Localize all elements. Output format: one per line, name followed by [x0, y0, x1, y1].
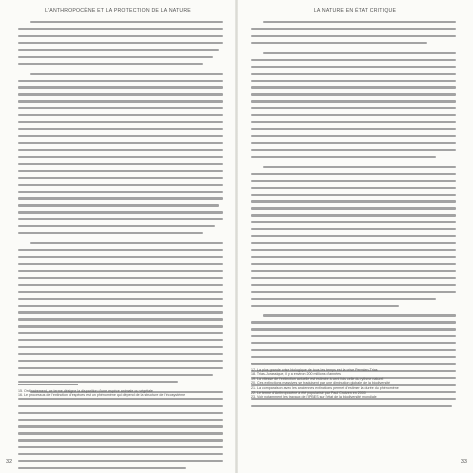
text-line [18, 86, 223, 88]
text-line [18, 311, 223, 313]
text-line [18, 100, 223, 102]
text-line [251, 107, 456, 109]
text-line [251, 298, 436, 300]
text-line [251, 80, 456, 82]
text-line [18, 163, 223, 165]
text-line [30, 21, 223, 23]
paragraph [18, 242, 223, 383]
text-line [251, 121, 456, 123]
text-line [18, 325, 223, 327]
text-line [18, 298, 223, 300]
footnote: 19. La vitesse de l'extinction actuelle est estimée à cent fois celle du rythme naturel [251, 376, 384, 381]
running-head: L'ANTHROPOCÈNE ET LA PROTECTION DE LA NATURE [45, 8, 191, 14]
text-line [18, 367, 223, 369]
footnote: 21. La comparaison avec les anciennes extinctions permet d'estimer la durée du phénomène [251, 385, 399, 390]
body-text [251, 21, 456, 412]
text-line [18, 80, 223, 82]
text-line [18, 177, 223, 179]
text-line [263, 166, 456, 168]
footnote-rule [18, 384, 78, 385]
text-line [18, 42, 223, 44]
text-line [30, 73, 223, 75]
text-line [18, 197, 223, 199]
text-line [18, 63, 203, 65]
text-line [251, 249, 456, 251]
text-line [18, 263, 223, 265]
text-line [18, 346, 223, 348]
text-line [251, 291, 456, 293]
text-line [18, 149, 223, 151]
right-page [237, 0, 473, 473]
text-line [263, 21, 456, 23]
text-line [18, 284, 223, 286]
footnote: 18. Trias-Jurassique, il y a environ 200 millions d'années [251, 372, 341, 377]
text-line [18, 291, 223, 293]
text-line [18, 446, 223, 448]
text-line [18, 412, 223, 414]
paragraph [251, 52, 456, 158]
footnote: 22. Le terme d'Anthropocène a été popularisé par Paul Crutzen en 2000 [251, 390, 366, 395]
text-line [18, 339, 223, 341]
footnote: 23. Voir notamment les travaux de l'IPBES sur l'état de la biodiversité mondiale [251, 395, 377, 400]
page-number: 33 [460, 459, 467, 465]
text-line [251, 114, 456, 116]
text-line [251, 128, 456, 130]
footnote: 17. La plus grande crise biologique de tous les temps est la crise Permien-Trias [251, 367, 378, 372]
footnote: 16. Le processus de l'extinction d'espèces est un phénomène qui dépend de la structure de l'écosystème [18, 393, 186, 398]
text-line [18, 170, 223, 172]
text-line [251, 263, 456, 265]
text-line [251, 35, 456, 37]
text-line [251, 93, 456, 95]
text-line [18, 419, 223, 421]
paragraph [251, 21, 456, 44]
text-line [18, 191, 223, 193]
text-line [251, 187, 456, 189]
text-line [18, 374, 213, 376]
text-line [251, 321, 456, 323]
text-line [251, 328, 456, 330]
paragraph [18, 73, 223, 235]
paragraph [251, 166, 456, 307]
text-line [251, 59, 456, 61]
text-line [251, 142, 456, 144]
text-line [251, 228, 456, 230]
text-line [251, 73, 456, 75]
text-line [251, 214, 456, 216]
text-line [251, 66, 456, 68]
left-page [0, 0, 236, 473]
body-text [18, 21, 223, 474]
text-line [18, 121, 223, 123]
text-line [18, 439, 223, 441]
text-line [18, 232, 203, 234]
text-line [251, 349, 456, 351]
text-line [263, 314, 456, 316]
text-line [18, 318, 223, 320]
footnotes [251, 359, 456, 400]
text-line [18, 467, 186, 469]
text-line [251, 356, 456, 358]
footnote: 15. Ordinairement, ce terme désigne la disparition d'une espèce animale ou végétale [18, 388, 153, 393]
text-line [18, 114, 223, 116]
text-line [251, 342, 456, 344]
text-line [18, 211, 223, 213]
text-line [18, 398, 223, 400]
text-line [18, 93, 223, 95]
text-line [251, 277, 456, 279]
text-line [251, 200, 456, 202]
footnote: 20. Ces extinctions massives se traduisent par une diminution globale de la biodiversité [251, 381, 391, 386]
text-line [18, 128, 223, 130]
text-line [251, 242, 456, 244]
text-line [251, 335, 456, 337]
running-head: LA NATURE EN ÉTAT CRITIQUE [313, 8, 397, 14]
text-line [18, 432, 223, 434]
text-line [251, 100, 456, 102]
text-line [18, 28, 223, 30]
footnotes [18, 380, 223, 398]
text-line [251, 28, 456, 30]
text-line [251, 194, 456, 196]
text-line [30, 242, 223, 244]
text-line [18, 353, 223, 355]
text-line [251, 156, 436, 158]
text-line [18, 277, 223, 279]
text-line [18, 107, 223, 109]
footnote-rule [251, 363, 311, 364]
text-line [251, 149, 456, 151]
text-line [251, 42, 427, 44]
text-line [18, 142, 223, 144]
text-line [251, 284, 456, 286]
text-line [18, 332, 223, 334]
text-line [18, 305, 223, 307]
text-line [18, 270, 223, 272]
text-line [18, 218, 223, 220]
text-line [18, 156, 223, 158]
text-line [18, 204, 219, 206]
text-line [251, 256, 456, 258]
text-line [18, 425, 223, 427]
text-line [18, 453, 223, 455]
text-line [251, 135, 456, 137]
text-line [18, 256, 223, 258]
text-line [18, 225, 215, 227]
text-line [18, 56, 213, 58]
text-line [18, 49, 219, 51]
text-line [18, 135, 223, 137]
text-line [263, 52, 456, 54]
text-line [251, 180, 456, 182]
text-line [18, 460, 223, 462]
text-line [251, 270, 456, 272]
text-line [18, 35, 223, 37]
text-line [251, 207, 456, 209]
text-line [251, 86, 456, 88]
paragraph [18, 21, 223, 65]
text-line [18, 184, 223, 186]
text-line [18, 249, 223, 251]
text-line [251, 405, 452, 407]
text-line [18, 405, 223, 407]
text-line [18, 360, 223, 362]
text-line [251, 221, 456, 223]
text-line [251, 173, 456, 175]
page-number: 32 [6, 459, 13, 465]
text-line [251, 305, 399, 307]
text-line [251, 235, 456, 237]
